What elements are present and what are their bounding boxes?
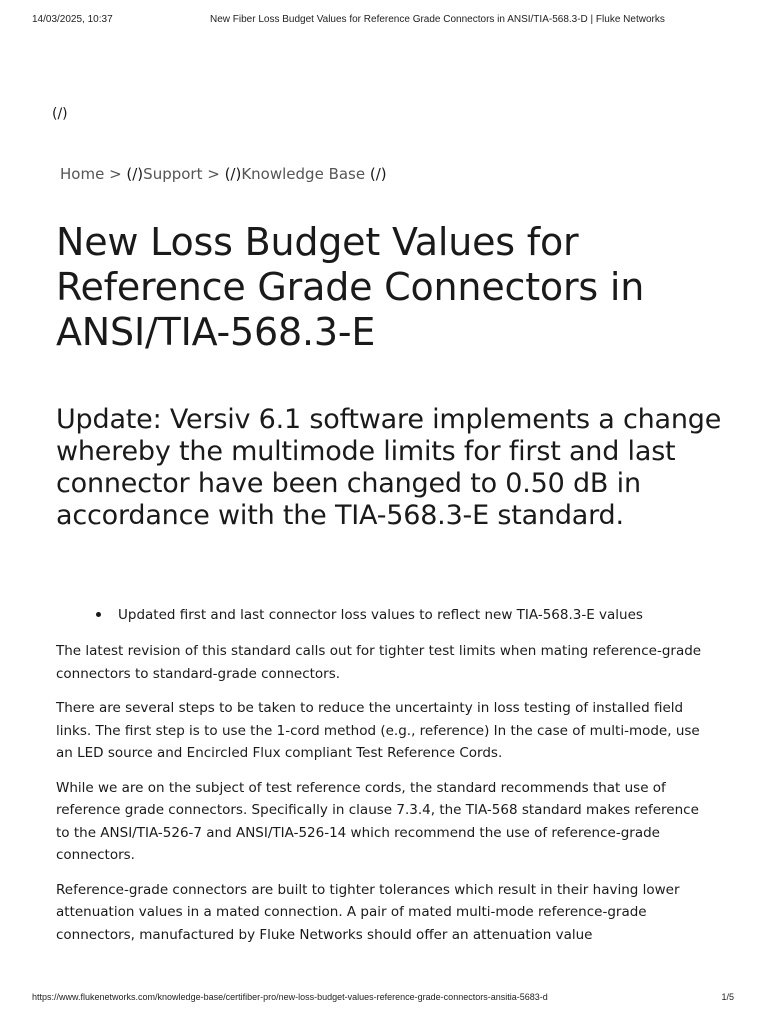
print-page-number: 1/5 <box>721 992 734 1002</box>
print-header <box>0 14 768 28</box>
logo-link[interactable]: (/) <box>52 106 68 122</box>
print-page-title: New Fiber Loss Budget Values for Reference Grade Connectors in ANSI/TIA-568.3-D | Fluke Networks <box>210 14 665 25</box>
breadcrumb <box>60 165 387 183</box>
breadcrumb-href: (/) <box>126 165 144 183</box>
breadcrumb-support-link[interactable]: Support <box>143 165 203 183</box>
paragraph: There are several steps to be taken to reduce the uncertainty in loss testing of installed field links. The first step is to use the 1-cord method (e.g., reference) In the case of multi-mode, use an LED source and Encircled Flux compliant Test Reference Cords. <box>56 700 700 761</box>
breadcrumb-home-link[interactable]: Home <box>60 165 105 183</box>
article-body <box>56 640 716 958</box>
breadcrumb-separator: > <box>104 165 127 183</box>
list-item: Updated first and last connector loss values to reflect new TIA-568.3-E values <box>56 604 736 626</box>
bullet-list <box>56 604 736 626</box>
print-footer <box>0 992 768 1006</box>
page-title: New Loss Budget Values for Reference Grade Connectors in ANSI/TIA-568.3-E <box>56 220 645 354</box>
update-heading: Update: Versiv 6.1 software implements a change whereby the multimode limits for first and last connector have been changed to 0.50 dB in accordance with the TIA-568.3-E standard. <box>56 404 722 531</box>
paragraph: The latest revision of this standard calls out for tighter test limits when mating reference-grade connectors to standard-grade connectors. <box>56 643 702 682</box>
paragraph: Reference-grade connectors are built to tighter tolerances which result in their having lower attenuation values in a mated connection. A pair of mated multi-mode reference-grade connectors, manufactured by Fluke Networks should offer an attenuation value <box>56 881 680 943</box>
breadcrumb-href: (/) <box>365 165 387 183</box>
paragraph: While we are on the subject of test reference cords, the standard recommends that use of reference grade connectors. Specifically in clause 7.3.4, the TIA-568 standard makes reference to the ANSI/TIA-526-7 and ANSI/TIA-526-14 which recommend the use of reference-grade connectors. <box>56 779 699 863</box>
breadcrumb-href: (/) <box>224 165 242 183</box>
breadcrumb-separator: > <box>202 165 225 183</box>
print-datetime: 14/03/2025, 10:37 <box>32 14 113 25</box>
print-url: https://www.flukenetworks.com/knowledge-base/certifiber-pro/new-loss-budget-values-reference-grade-connectors-ansitia-5683-d <box>32 992 548 1002</box>
breadcrumb-knowledge-base-link[interactable]: Knowledge Base <box>241 165 366 183</box>
